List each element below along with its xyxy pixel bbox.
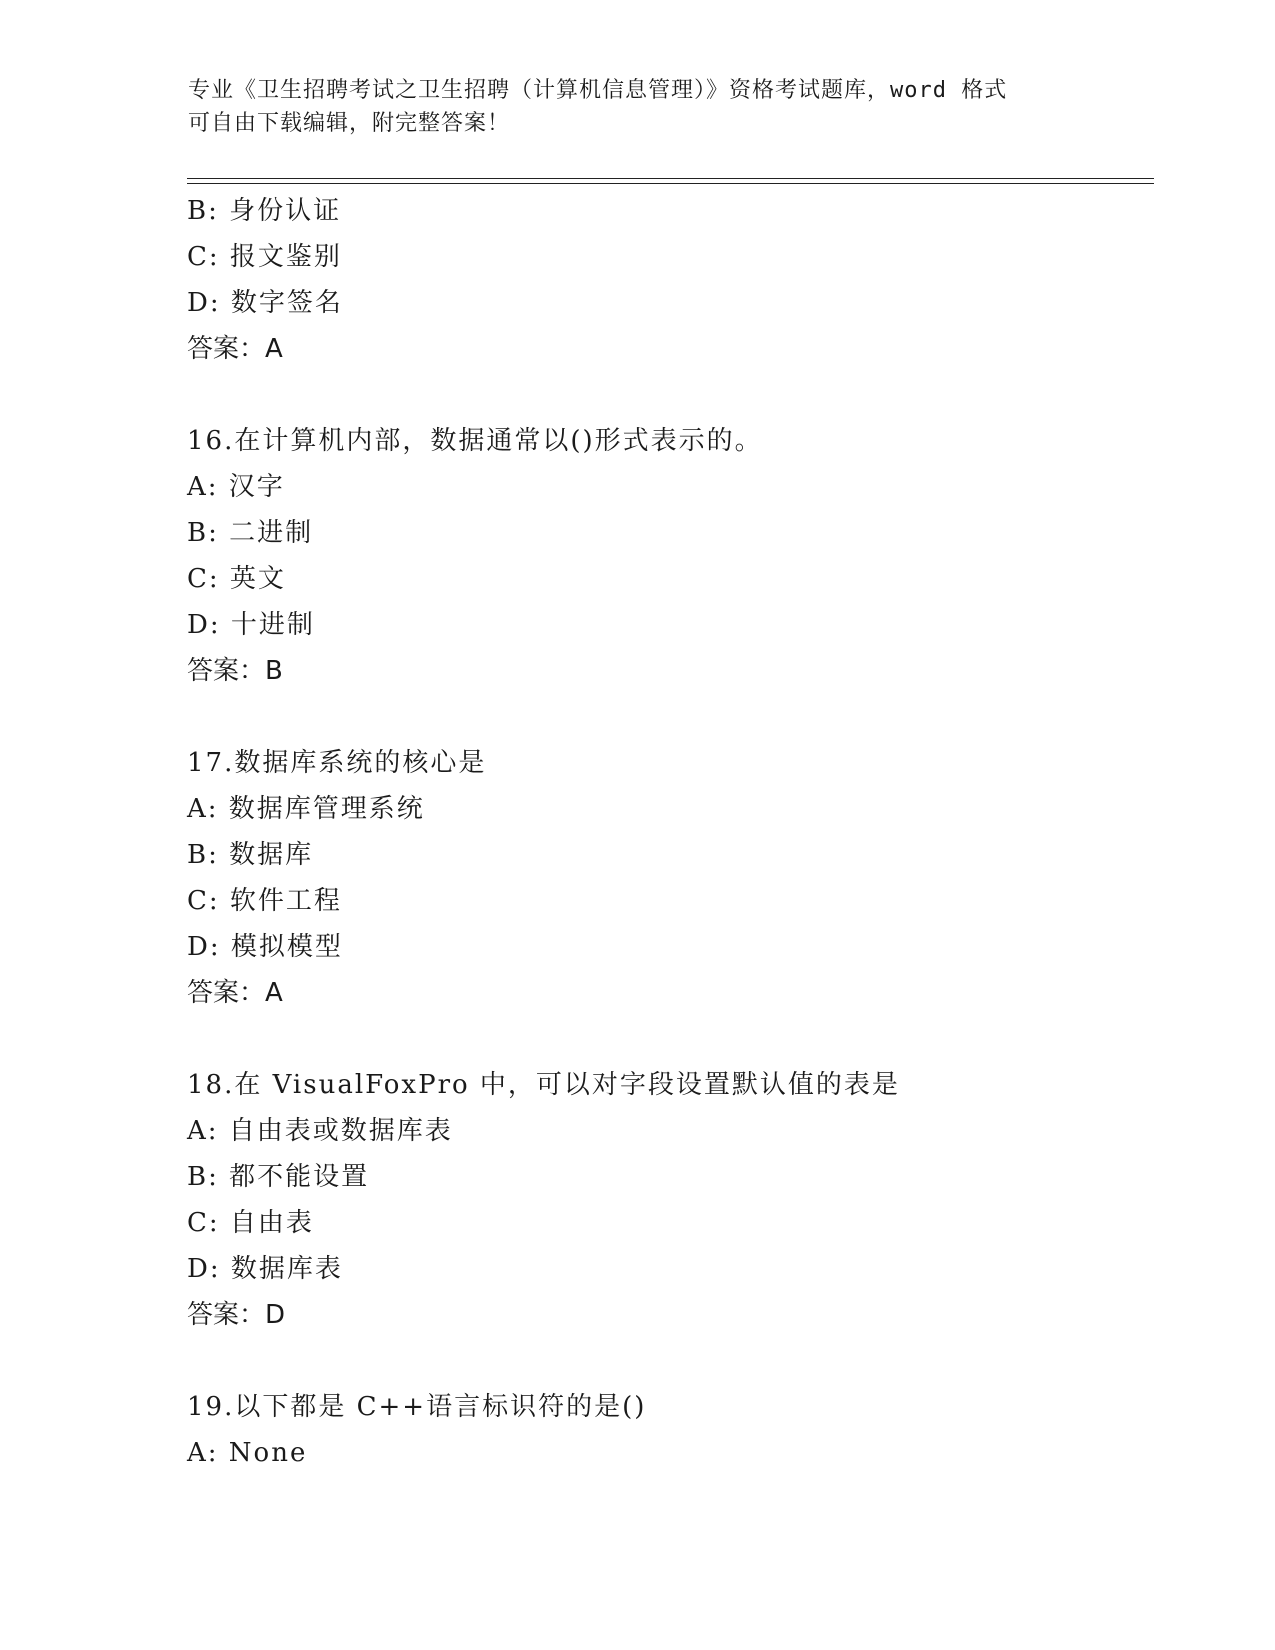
document-header (188, 74, 1088, 140)
question-stem: 19.以下都是 C++语言标识符的是() (187, 1392, 647, 1422)
option-a: A: 汉字 (187, 472, 285, 502)
option-d: D: 数字签名 (187, 288, 343, 318)
question-list (187, 188, 1167, 1476)
option-b: B: 身份认证 (187, 196, 342, 226)
answer-line: 答案：B (187, 656, 283, 686)
question-18 (187, 1062, 1167, 1338)
answer-line: 答案：D (187, 1300, 286, 1330)
option-d: D: 模拟模型 (187, 932, 343, 962)
question-16 (187, 418, 1167, 694)
option-b: B: 都不能设置 (187, 1162, 370, 1192)
question-17 (187, 740, 1167, 1016)
option-a: A: None (187, 1438, 308, 1468)
option-c: C: 软件工程 (187, 886, 342, 916)
option-a: A: 数据库管理系统 (187, 794, 425, 824)
answer-line: 答案：A (187, 334, 283, 364)
option-d: D: 十进制 (187, 610, 315, 640)
option-d: D: 数据库表 (187, 1254, 343, 1284)
header-divider-bottom (187, 183, 1154, 184)
option-b: B: 二进制 (187, 518, 314, 548)
question-19 (187, 1384, 1167, 1476)
option-a: A: 自由表或数据库表 (187, 1116, 453, 1146)
option-c: C: 自由表 (187, 1208, 314, 1238)
option-c: C: 英文 (187, 564, 286, 594)
question-stem: 18.在 VisualFoxPro 中，可以对字段设置默认值的表是 (187, 1070, 900, 1100)
header-title-line2: 可自由下载编辑，附完整答案！ (188, 111, 511, 136)
question-stem: 17.数据库系统的核心是 (187, 748, 487, 778)
question-stem: 16.在计算机内部，数据通常以()形式表示的。 (187, 426, 763, 456)
option-b: B: 数据库 (187, 840, 314, 870)
question-fragment-15 (187, 188, 1167, 372)
header-divider-top (187, 178, 1154, 179)
header-title-line1: 专业《卫生招聘考试之卫生招聘（计算机信息管理）》资格考试题库，word 格式 (188, 78, 1008, 103)
answer-line: 答案：A (187, 978, 283, 1008)
option-c: C: 报文鉴别 (187, 242, 342, 272)
